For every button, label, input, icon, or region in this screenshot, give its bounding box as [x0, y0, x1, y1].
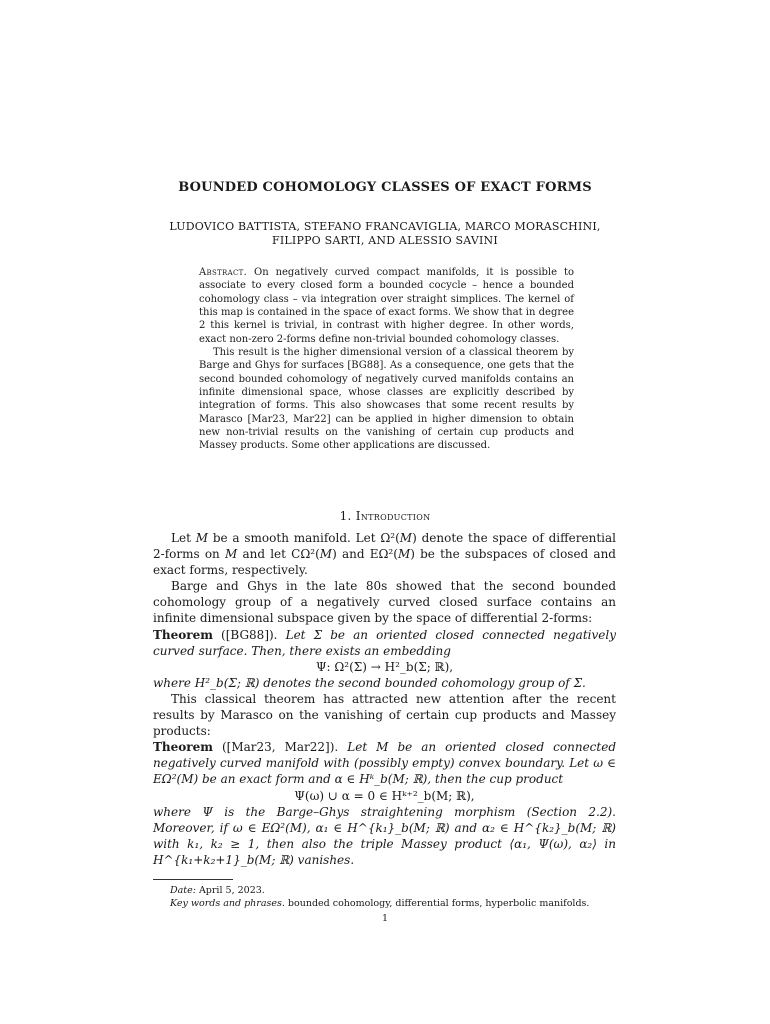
math-m: M — [397, 547, 411, 562]
footnote-date — [153, 884, 623, 897]
text-run: Let — [171, 531, 196, 545]
footnote-label: Key words and phrases. — [170, 898, 285, 909]
text-run: be a smooth manifold. Let Ω²( — [208, 531, 400, 545]
footnote-rule — [153, 879, 233, 880]
intro-paragraph-1 — [153, 530, 616, 578]
theorem-barge-ghys — [153, 627, 616, 659]
footnote-label: Date: — [170, 885, 196, 896]
math-m: M — [195, 531, 209, 545]
text-run: ) be the subspaces of closed and exact forms, respectively. — [153, 547, 616, 578]
footnote-value: bounded cohomology, differential forms, hyperbolic manifolds. — [284, 898, 590, 909]
theorem-statement: Let Σ be an oriented closed connected negatively curved surface. Then, there exists an embedding — [153, 627, 616, 658]
theorem-continuation-2: where Ψ is the Barge–Ghys straightening morphism (Section 2.2). Moreover, if ω ∈ EΩ²(M), α₁ ∈ H^{k₁}_b(M; ℝ) and α₂ ∈ H^{k₂}_b(M; ℝ) with k₁, k₂ ≥ 1, then also the triple Massey product ⟨α₁, Ψ(ω), α₂⟩ in H^{k₁+k₂+1}_b(M; ℝ) vanishes. — [153, 804, 616, 867]
section-title: Introduction — [355, 509, 431, 523]
main-body — [153, 530, 616, 868]
theorem-heading: Theorem — [153, 740, 213, 755]
author-line-1: LUDOVICO BATTISTA, STEFANO FRANCAVIGLIA, MARCO MORASCHINI, — [169, 220, 601, 233]
theorem-continuation-1: where H²_b(Σ; ℝ) denotes the second bounded cohomology group of Σ. — [153, 675, 586, 690]
page-number: 1 — [381, 913, 389, 924]
footnote-keywords — [153, 897, 623, 910]
text-run: and let CΩ²( — [237, 547, 320, 562]
display-equation-1: Ψ: Ω²(Σ) → H²_b(Σ; ℝ), — [315, 659, 454, 674]
display-equation-2: Ψ(ω) ∪ α = 0 ∈ Hᵏ⁺²_b(M; ℝ), — [294, 788, 475, 803]
abstract-paragraph-2: This result is the higher dimensional version of a classical theorem by Barge and Ghys for surfaces [BG88]. As a consequence, one gets that the second bounded cohomology of negatively curved manifolds contains an infinite dimensional space, whose classes are explicitly described by integration of forms. This also showcases that some recent results by Marasco [Mar23, Mar22] can be applied in higher dimension to obtain new non-trivial results on the vanishing of certain cup products and Massey products. Some other applications are discussed. — [199, 347, 574, 452]
abstract — [199, 266, 574, 453]
author-line-2: FILIPPO SARTI, AND ALESSIO SAVINI — [272, 234, 498, 247]
theorem-heading: Theorem — [153, 627, 213, 642]
author-list — [0, 220, 770, 248]
paper-title: BOUNDED COHOMOLOGY CLASSES OF EXACT FORMS — [178, 180, 592, 195]
abstract-heading: Abstract. — [199, 267, 248, 278]
theorem-citation: ([Mar23, Mar22]). — [212, 740, 339, 755]
footnotes — [153, 884, 623, 910]
theorem-marasco — [153, 739, 616, 787]
intro-paragraph-3: This classical theorem has attracted new attention after the recent results by Marasco on the vanishing of certain cup products and Massey products: — [153, 691, 616, 739]
section-heading — [0, 509, 770, 523]
abstract-paragraph-1 — [199, 266, 574, 346]
section-number: 1. — [339, 509, 352, 523]
text-run: ) denote the space of differential 2-forms on — [153, 531, 616, 562]
math-m: M — [399, 531, 413, 545]
theorem-statement: Let M be an oriented closed connected negatively curved manifold with (possibly empty) convex boundary. Let ω ∈ EΩ²(M) be an exact form and α ∈ Hᵏ_b(M; ℝ), then the cup product — [153, 740, 616, 787]
theorem-citation: ([BG88]). — [212, 627, 278, 642]
math-m: M — [224, 547, 238, 562]
text-run: ) and EΩ²( — [332, 547, 398, 562]
abstract-text-1: On negatively curved compact manifolds, it is possible to associate to every closed form a bounded cocycle – hence a bounded cohomology class – via integration over straight simplices. The kernel of this map is contained in the space of exact forms. We show that in degree 2 this kernel is trivial, in contrast with higher degree. In other words, exact non-zero 2-forms define non-trivial bounded cohomology classes. — [199, 267, 574, 345]
math-m: M — [319, 547, 333, 562]
intro-paragraph-2: Barge and Ghys in the late 80s showed that the second bounded cohomology group of a negatively curved closed surface contains an infinite dimensional subspace given by the space of differential 2-forms: — [153, 579, 616, 626]
footnote-value: April 5, 2023. — [195, 885, 265, 896]
